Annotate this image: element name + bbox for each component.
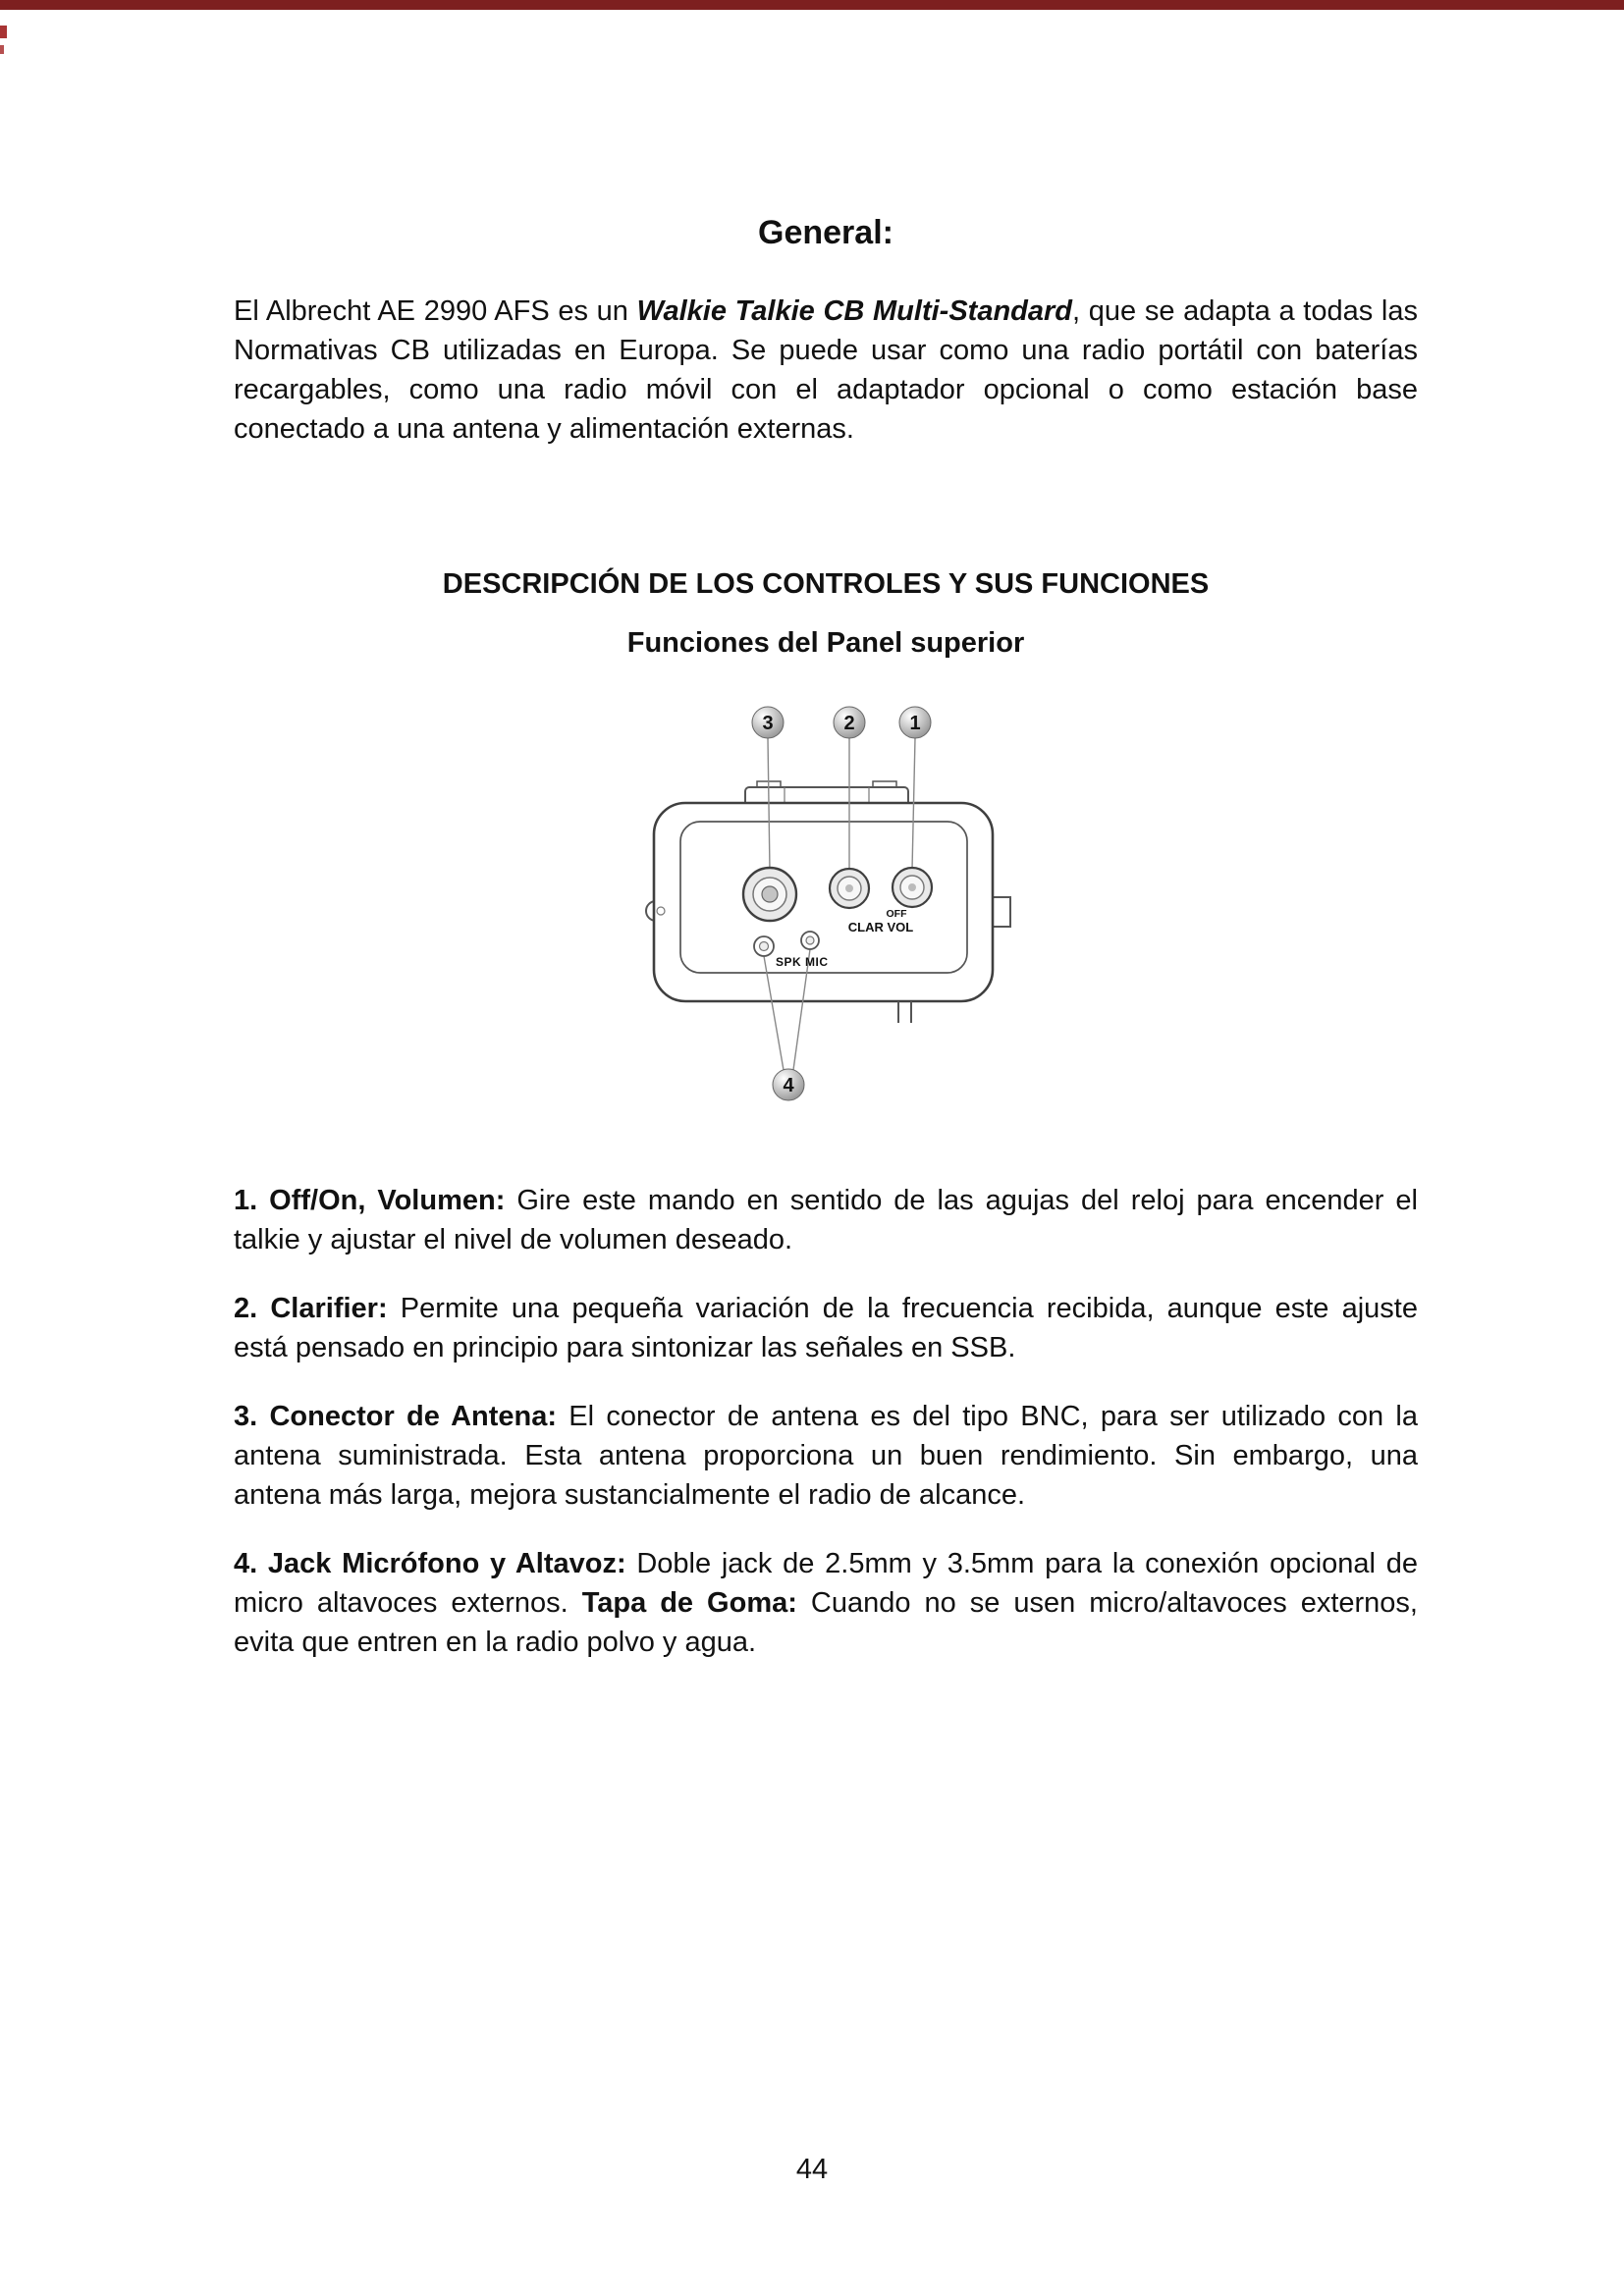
control-descriptions: [234, 1181, 1418, 1662]
radio-top-view-diagram: [629, 693, 1022, 1120]
callout-4: [773, 1069, 804, 1100]
item-4-text: Doble jack de 2.5mm y 3.5mm para la conexión opcional de micro altavoces externos.: [234, 1548, 1418, 1619]
spk-mic-label: SPK MIC: [776, 955, 829, 969]
clarifier-knob: [830, 869, 869, 908]
page-number: 44: [795, 2154, 829, 2185]
control-item-2: [234, 1289, 1418, 1367]
controls-section-heading: DESCRIPCIÓN DE LOS CONTROLES Y SUS FUNCIONES: [442, 568, 1210, 600]
callout-1: [899, 707, 931, 738]
intro-text-after: , que se adapta a todas las Normativas CB utilizadas en Europa. Se puede usar como una radio portátil con baterías recargables, como una radio móvil con el adaptador opcional o como estación base conectado a una antena y alimentación externas.: [234, 295, 1418, 445]
radio-body-outline: [654, 803, 993, 1001]
intro-highlight: Walkie Talkie CB Multi-Standard: [636, 295, 1073, 327]
top-panel-subheading: Funciones del Panel superior: [626, 627, 1025, 659]
callout-4-number: 4: [783, 1075, 794, 1096]
callout-1-number: 1: [909, 713, 921, 734]
item-1-label: 1. Off/On, Volumen:: [234, 1185, 506, 1216]
control-item-3: [234, 1397, 1418, 1515]
bottom-latch-marks: [898, 1001, 911, 1023]
intro-text-before: El Albrecht AE 2990 AFS es un: [234, 295, 637, 327]
item-3-label: 3. Conector de Antena:: [234, 1401, 558, 1432]
off-label: OFF: [886, 908, 907, 920]
top-panel-diagram: [234, 693, 1418, 1120]
volume-knob: [893, 868, 932, 907]
clar-vol-label: CLAR VOL: [847, 920, 914, 934]
callout-3-number: 3: [762, 713, 774, 734]
callout-3: [752, 707, 784, 738]
callout-2: [834, 707, 865, 738]
item-4-label: 4. Jack Micrófono y Altavoz:: [234, 1548, 626, 1579]
item-4-label-2: Tapa de Goma:: [581, 1587, 797, 1619]
intro-paragraph: [234, 292, 1418, 449]
control-item-1: [234, 1181, 1418, 1259]
control-item-4: [234, 1544, 1418, 1662]
page-title: General:: [758, 214, 893, 251]
item-1-text: Gire este mando en sentido de las agujas del reloj para encender el talkie y ajustar el nivel de volumen deseado.: [234, 1185, 1418, 1255]
antenna-connector-knob: [743, 868, 796, 921]
scan-artifact-mark: [0, 45, 4, 54]
item-2-label: 2. Clarifier:: [234, 1293, 388, 1324]
scan-artifact-mark: [0, 26, 7, 38]
item-4-text-2: Cuando no se usen micro/altavoces externos, evita que entren en la radio polvo y agua.: [234, 1587, 1418, 1658]
item-3-text: El conector de antena es del tipo BNC, para ser utilizado con la antena suministrada. Esta antena proporciona un buen rendimiento. Sin embargo, una antena más larga, mejora sustancialmente el radio de alcance.: [234, 1401, 1418, 1511]
item-2-text: Permite una pequeña variación de la frecuencia recibida, aunque este ajuste está pensado en principio para sintonizar las señales en SSB.: [234, 1293, 1418, 1363]
callout-2-number: 2: [843, 713, 855, 734]
scan-artifact-top-bar: [0, 0, 1624, 10]
